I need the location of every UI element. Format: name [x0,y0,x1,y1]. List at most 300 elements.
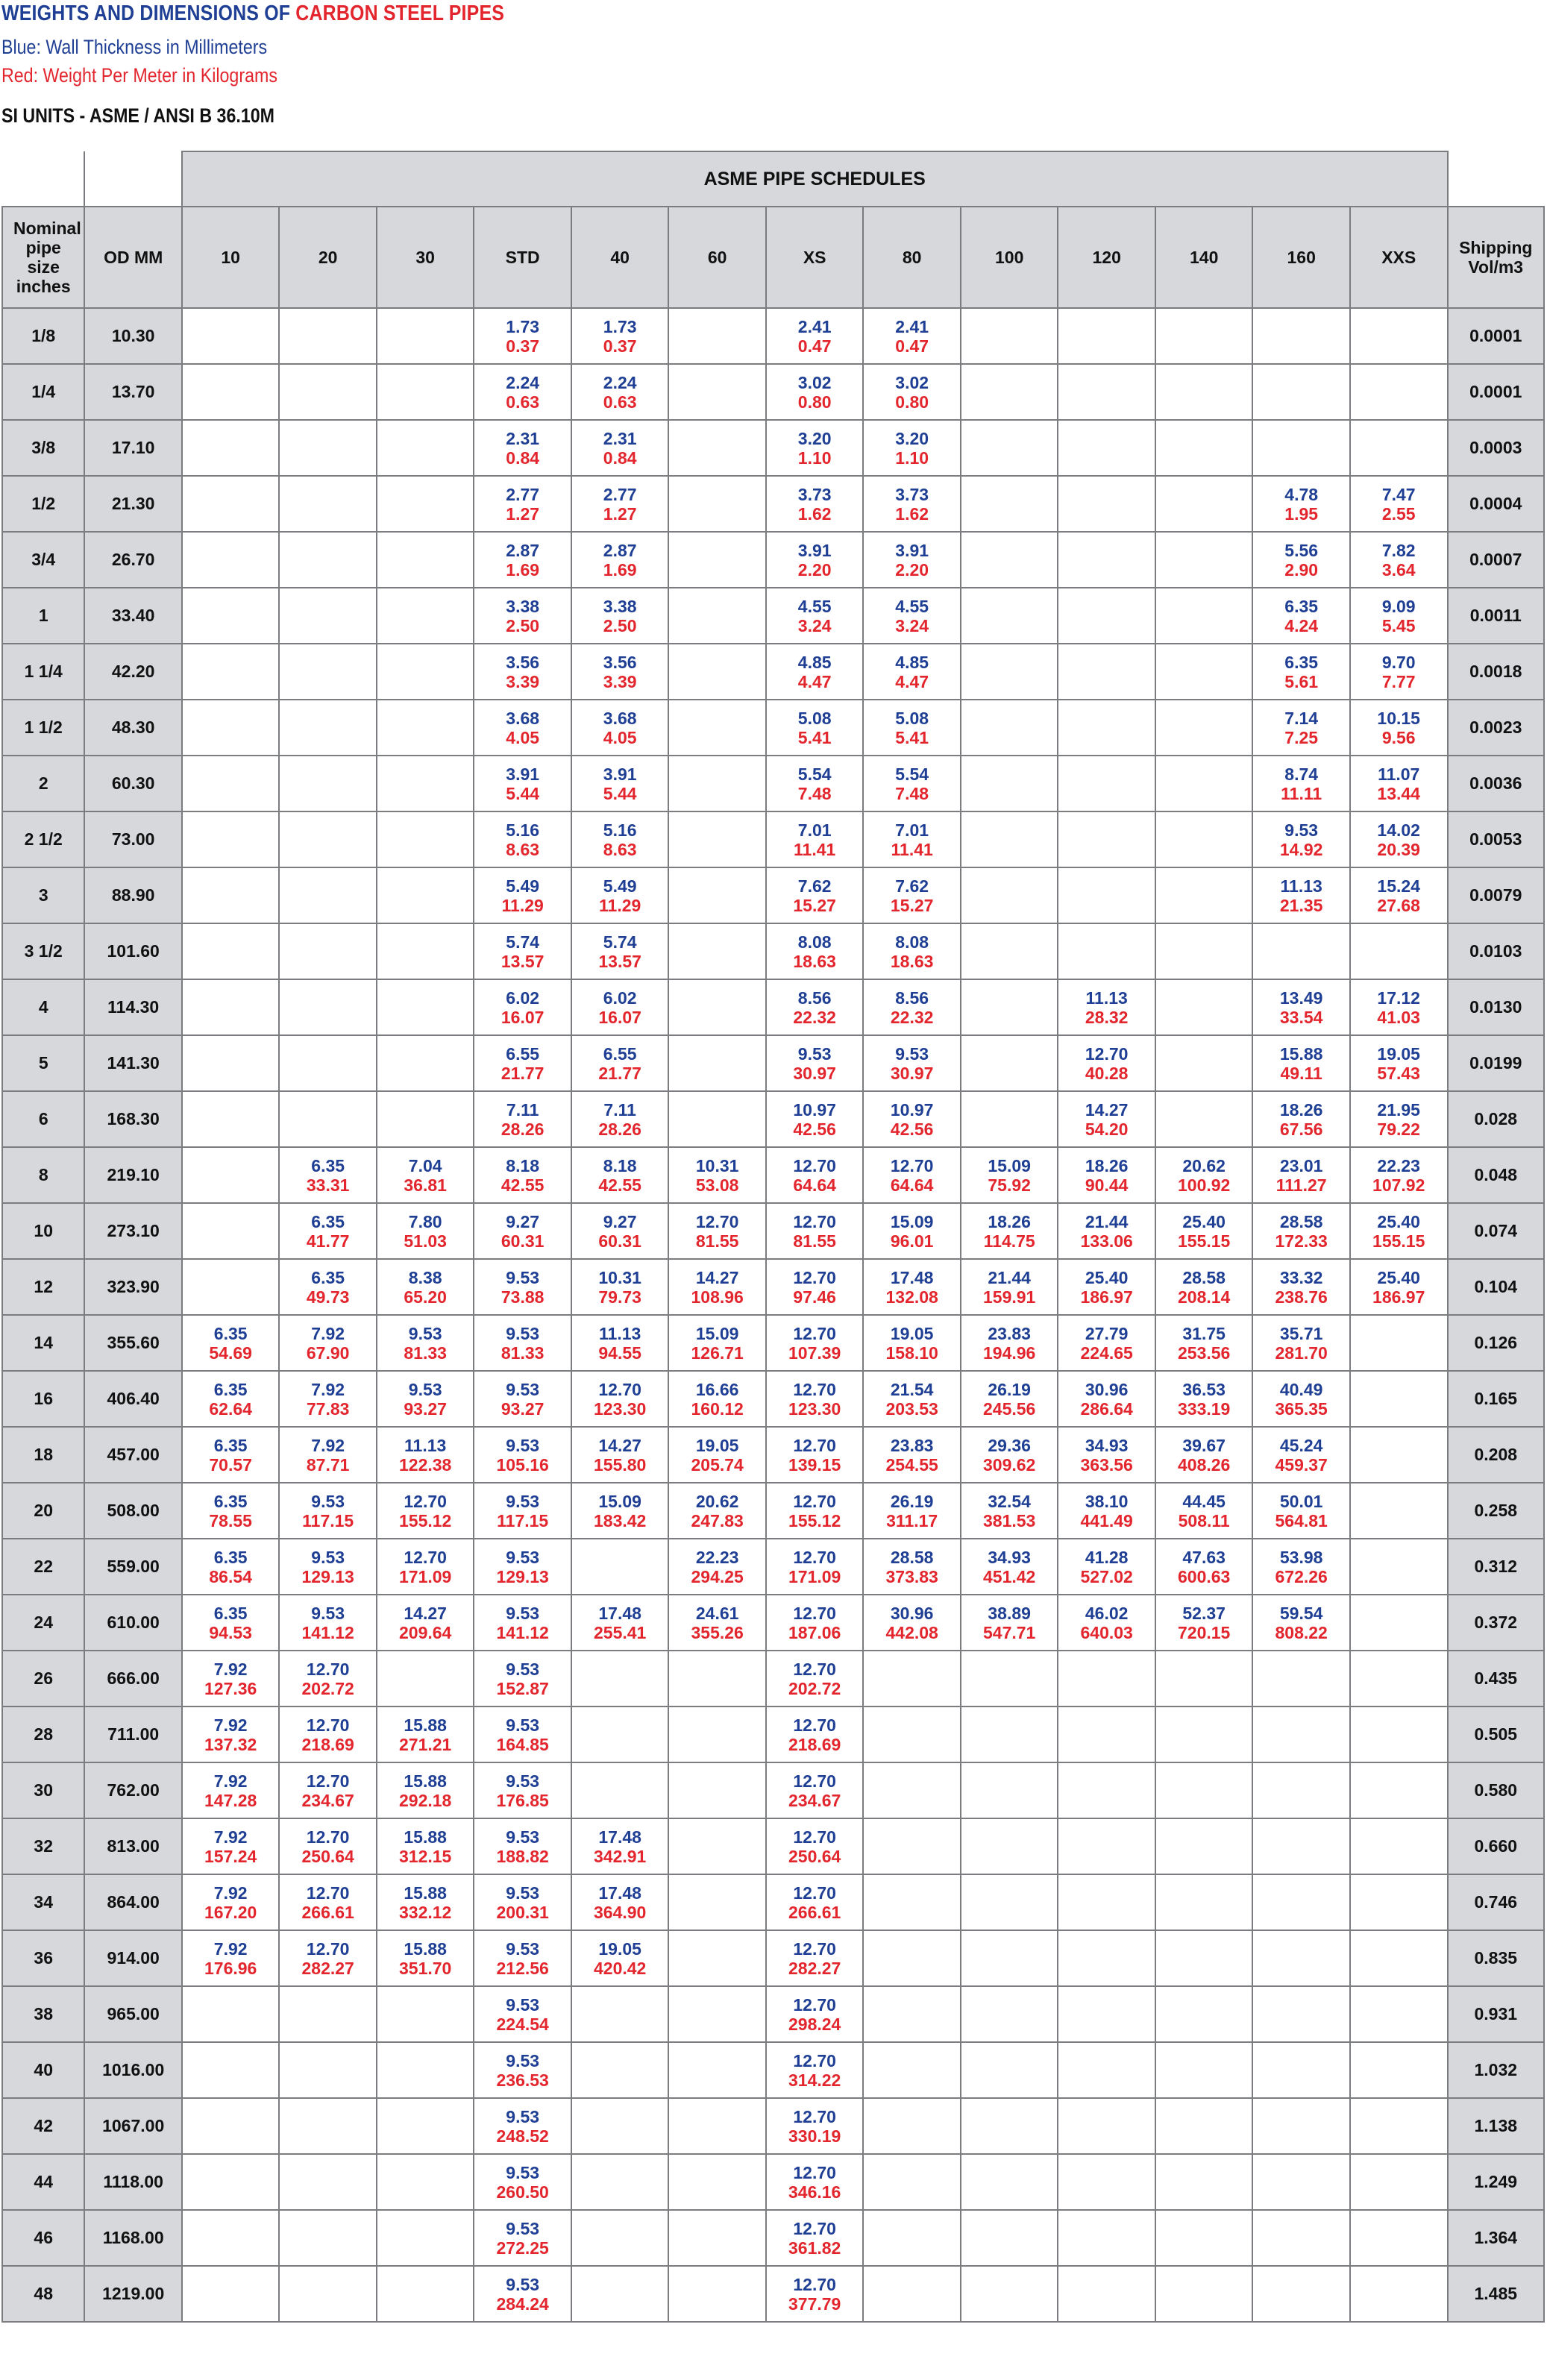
schedule-cell [1155,2154,1253,2210]
shipping-volume-cell: 0.048 [1448,1147,1545,1203]
weight-per-meter-value: 250.64 [301,1846,354,1866]
schedule-cell [961,1259,1058,1315]
wall-thickness-value: 12.70 [793,1323,836,1343]
weight-per-meter-value: 64.64 [793,1175,836,1195]
schedule-cell [1058,1091,1155,1147]
wall-thickness-value: 15.88 [404,1827,447,1847]
wall-thickness-value: 6.02 [603,988,637,1008]
weight-per-meter-value: 155.80 [593,1454,647,1475]
schedule-cell [766,2042,864,2098]
schedule-cell [1058,1762,1155,1818]
table-row [2,588,1544,644]
wall-thickness-value: 34.93 [1085,1435,1129,1455]
schedule-cell [1058,2154,1155,2210]
wall-thickness-value: 19.05 [890,1323,934,1343]
wall-thickness-value: 7.92 [311,1435,345,1455]
schedule-cell [1058,2266,1155,2322]
schedule-cell [766,420,864,476]
wall-thickness-value: 7.11 [506,1099,539,1120]
table-row [2,867,1544,923]
schedule-cell [1058,1427,1155,1483]
weight-per-meter-value: 4.47 [797,671,832,691]
weight-per-meter-value: 346.16 [788,2182,841,2202]
schedule-cell [1350,923,1448,979]
schedule-cell [182,1818,280,1874]
schedule-cell [1155,2210,1253,2266]
wall-thickness-value: 12.70 [695,1211,739,1231]
schedule-cell [766,364,864,420]
wall-thickness-value: 7.92 [311,1379,345,1399]
wall-thickness-value: 5.49 [506,876,540,896]
weight-per-meter-value: 0.47 [895,336,929,356]
schedule-cell [766,1035,864,1091]
weight-per-meter-value: 60.31 [501,1231,545,1251]
wall-thickness-value: 14.27 [695,1267,739,1287]
schedule-cell [766,2210,864,2266]
wall-thickness-value: 9.27 [603,1211,637,1231]
weight-per-meter-value: 266.61 [301,1902,354,1922]
wall-thickness-value: 25.40 [1182,1211,1226,1231]
weight-per-meter-value: 2.55 [1381,503,1416,524]
page-title [1,1,504,26]
shipping-volume-cell: 1.485 [1448,2266,1545,2322]
schedule-cell [863,1259,961,1315]
schedule-cell [668,756,766,811]
weight-per-meter-value: 36.81 [404,1175,447,1195]
schedule-cell [474,1259,571,1315]
shipping-volume-cell: 0.258 [1448,1483,1545,1539]
schedule-cell [571,420,669,476]
weight-per-meter-value: 49.11 [1280,1063,1322,1083]
weight-per-meter-value: 282.27 [788,1958,841,1978]
wall-thickness-value: 3.02 [895,372,929,392]
weight-per-meter-value: 2.50 [603,615,637,635]
od-cell: 1168.00 [84,2210,182,2266]
weight-per-meter-value: 22.32 [793,1007,836,1027]
schedule-cell [279,1539,377,1595]
schedule-cell [182,756,280,811]
schedule-cell [571,308,669,364]
schedule-cell [571,1986,669,2042]
schedule-cell [961,1035,1058,1091]
schedule-cell [1058,420,1155,476]
schedule-cell [279,1986,377,2042]
nominal-size-cell: 12 [2,1259,84,1315]
schedule-cell [863,1986,961,2042]
schedule-cell [1350,756,1448,811]
weight-per-meter-value: 108.96 [691,1287,744,1307]
wall-thickness-value: 9.53 [506,1435,540,1455]
schedule-cell [474,476,571,532]
schedule-cell [668,1595,766,1651]
schedule-cell [668,1203,766,1259]
schedule-cell [571,1315,669,1371]
od-cell: 1118.00 [84,2154,182,2210]
shipping-volume-cell: 0.931 [1448,1986,1545,2042]
wall-thickness-value: 12.70 [306,1659,350,1679]
weight-per-meter-value: 75.92 [988,1175,1031,1195]
weight-per-meter-value: 78.55 [209,1510,252,1530]
schedule-cell [377,644,474,700]
schedule-cell [474,1483,571,1539]
wall-thickness-value: 40.49 [1279,1379,1323,1399]
schedule-cell [279,532,377,588]
wall-thickness-value: 36.53 [1182,1379,1226,1399]
schedule-cell [668,811,766,867]
schedule-cell [961,1539,1058,1595]
od-cell: 48.30 [84,700,182,756]
weight-per-meter-value: 377.79 [788,2293,841,2314]
schedule-cell [766,1203,864,1259]
wall-thickness-value: 8.56 [797,988,832,1008]
schedule-cell [182,2098,280,2154]
schedule-cell [474,2266,571,2322]
title-blue-part: WEIGHTS AND DIMENSIONS OF [1,1,296,25]
weight-per-meter-value: 250.64 [788,1846,841,1866]
weight-per-meter-value: 132.08 [885,1287,938,1307]
schedule-cell [279,1818,377,1874]
wall-thickness-value: 3.68 [603,708,637,728]
schedule-cell [1058,1706,1155,1762]
wall-thickness-value: 4.55 [895,596,929,616]
weight-per-meter-value: 333.19 [1177,1398,1231,1419]
wall-thickness-value: 6.35 [213,1379,248,1399]
schedule-cell [279,1147,377,1203]
nominal-size-cell: 8 [2,1147,84,1203]
weight-per-meter-value: 0.37 [603,336,637,356]
wall-thickness-value: 2.77 [506,484,540,504]
schedule-cell [377,1035,474,1091]
schedule-cell [961,1651,1058,1706]
table-row [2,1818,1544,1874]
schedule-cell [668,700,766,756]
weight-per-meter-value: 129.13 [496,1566,549,1586]
weight-per-meter-value: 564.81 [1275,1510,1328,1530]
weight-per-meter-value: 11.11 [1281,783,1322,803]
wall-thickness-value: 21.44 [1085,1211,1129,1231]
wall-thickness-value: 7.01 [895,820,929,840]
shipping-volume-cell: 0.126 [1448,1315,1545,1371]
wall-thickness-value: 30.96 [890,1603,934,1623]
weight-per-meter-value: 4.05 [603,727,637,747]
nominal-size-cell: 1/8 [2,308,84,364]
od-cell: 101.60 [84,923,182,979]
schedule-cell [571,811,669,867]
schedule-cell [668,1539,766,1595]
schedule-cell [961,1483,1058,1539]
schedule-cell [1350,1595,1448,1651]
schedule-cell [766,1762,864,1818]
wall-thickness-value: 15.88 [404,1771,447,1791]
schedule-cell [1350,364,1448,420]
schedule-cell [1252,2042,1350,2098]
schedule-cell [571,1371,669,1427]
weight-per-meter-value: 202.72 [788,1678,841,1698]
shipping-volume-cell: 0.165 [1448,1371,1545,1427]
wall-thickness-value: 14.27 [1085,1099,1129,1120]
nominal-size-cell: 1/2 [2,476,84,532]
schedule-cell [1350,1539,1448,1595]
schedule-cell [279,1930,377,1986]
weight-per-meter-value: 2.20 [797,559,832,580]
schedule-cell [766,308,864,364]
band-corner [2,151,84,207]
weight-per-meter-value: 42.56 [890,1119,934,1139]
weight-per-meter-value: 451.42 [982,1566,1036,1586]
schedule-cell [863,476,961,532]
schedule-cell [182,1091,280,1147]
wall-thickness-value: 3.56 [506,652,540,672]
weight-per-meter-value: 49.73 [306,1287,350,1307]
schedule-cell [863,811,961,867]
nominal-size-cell: 32 [2,1818,84,1874]
wall-thickness-value: 2.41 [895,316,929,336]
schedule-cell [571,2098,669,2154]
wall-thickness-value: 1.73 [603,316,637,336]
schedule-cell [1058,1874,1155,1930]
weight-per-meter-value: 30.97 [793,1063,836,1083]
weight-per-meter-value: 720.15 [1177,1622,1231,1642]
schedule-cell [377,476,474,532]
schedule-cell [1350,811,1448,867]
table-row [2,1315,1544,1371]
schedule-cell [474,1091,571,1147]
schedule-cell [1058,1930,1155,1986]
weight-per-meter-value: 51.03 [404,1231,447,1251]
weight-per-meter-value: 158.10 [885,1343,938,1363]
schedule-cell [279,867,377,923]
schedule-cell [474,1762,571,1818]
weight-per-meter-value: 81.33 [404,1343,447,1363]
schedule-cell [182,2154,280,2210]
weight-per-meter-value: 365.35 [1275,1398,1328,1419]
wall-thickness-value: 4.78 [1284,484,1319,504]
schedule-cell [571,1259,669,1315]
schedule-cell [279,923,377,979]
schedule-cell [279,700,377,756]
weight-per-meter-value: 527.02 [1080,1566,1133,1586]
od-cell: 813.00 [84,1818,182,1874]
weight-per-meter-value: 94.53 [209,1622,252,1642]
wall-thickness-value: 15.88 [1279,1043,1323,1064]
schedule-cell [1058,364,1155,420]
weight-per-meter-value: 90.44 [1085,1175,1129,1195]
nominal-size-cell: 1 [2,588,84,644]
od-cell: 711.00 [84,1706,182,1762]
weight-per-meter-value: 254.55 [885,1454,938,1475]
weight-per-meter-value: 137.32 [204,1734,257,1754]
shipping-volume-cell: 0.505 [1448,1706,1545,1762]
schedule-cell [1350,1371,1448,1427]
weight-per-meter-value: 60.31 [598,1231,641,1251]
schedule-cell [571,1706,669,1762]
schedule-cell [961,979,1058,1035]
schedule-cell [377,308,474,364]
wall-thickness-value: 22.23 [1377,1155,1420,1175]
nominal-size-cell: 30 [2,1762,84,1818]
wall-thickness-value: 3.91 [603,764,637,784]
wall-thickness-value: 26.19 [988,1379,1031,1399]
schedule-cell [766,532,864,588]
schedule-cell [961,308,1058,364]
wall-thickness-value: 23.01 [1279,1155,1323,1175]
schedule-cell [1058,700,1155,756]
schedule-cell [571,2210,669,2266]
wall-thickness-value: 10.31 [598,1267,641,1287]
wall-thickness-value: 2.41 [797,316,832,336]
schedule-cell [474,1930,571,1986]
schedule-cell [279,756,377,811]
schedule-cell [182,1203,280,1259]
table-row [2,1203,1544,1259]
shipping-volume-cell: 0.372 [1448,1595,1545,1651]
weight-per-meter-value: 253.56 [1177,1343,1231,1363]
schedule-cell [668,588,766,644]
od-cell: 965.00 [84,1986,182,2042]
wall-thickness-value: 9.53 [506,2050,540,2070]
schedule-cell [1252,1203,1350,1259]
shipping-volume-cell: 0.0003 [1448,420,1545,476]
wall-thickness-value: 12.70 [793,1603,836,1623]
wall-thickness-value: 3.73 [895,484,929,504]
schedule-cell [474,1874,571,1930]
schedule-cell [863,364,961,420]
weight-per-meter-value: 67.56 [1279,1119,1323,1139]
shipping-volume-cell: 0.0004 [1448,476,1545,532]
schedule-cell [1350,1986,1448,2042]
weight-per-meter-value: 1.27 [506,503,540,524]
schedule-cell [1155,1371,1253,1427]
weight-per-meter-value: 171.09 [398,1566,452,1586]
schedule-cell [571,644,669,700]
schedule-header: 40 [571,207,669,308]
schedule-cell [1350,1427,1448,1483]
weight-per-meter-value: 147.28 [204,1790,257,1810]
nominal-size-cell: 42 [2,2098,84,2154]
schedule-cell [766,1930,864,1986]
wall-thickness-value: 9.53 [506,1659,540,1679]
weight-per-meter-value: 176.85 [496,1790,549,1810]
schedule-cell [1058,1259,1155,1315]
schedule-cell [1252,1986,1350,2042]
schedule-cell [863,2266,961,2322]
weight-per-meter-value: 5.44 [506,783,540,803]
wall-thickness-value: 24.61 [695,1603,739,1623]
schedule-cell [1252,364,1350,420]
od-cell: 273.10 [84,1203,182,1259]
schedule-cell [377,1371,474,1427]
schedule-cell [668,979,766,1035]
wall-thickness-value: 41.28 [1085,1547,1129,1567]
wall-thickness-value: 7.92 [213,1827,248,1847]
schedule-cell [279,644,377,700]
schedule-cell [1252,1762,1350,1818]
shipping-volume-cell: 0.660 [1448,1818,1545,1874]
schedule-cell [863,1091,961,1147]
weight-per-meter-value: 0.84 [506,448,540,468]
shipping-volume-cell: 0.028 [1448,1091,1545,1147]
schedule-cell [863,867,961,923]
schedule-cell [668,1315,766,1371]
shipping-volume-cell: 1.364 [1448,2210,1545,2266]
schedule-cell [1058,867,1155,923]
weight-per-meter-value: 21.77 [501,1063,545,1083]
weight-per-meter-value: 16.07 [598,1007,641,1027]
schedule-cell [1058,756,1155,811]
weight-per-meter-value: 1.10 [895,448,929,468]
weight-per-meter-value: 13.44 [1377,783,1420,803]
od-cell: 42.20 [84,644,182,700]
table-row [2,1147,1544,1203]
schedule-cell [182,2042,280,2098]
weight-per-meter-value: 218.69 [788,1734,841,1754]
schedule-cell [474,867,571,923]
schedule-cell [1350,979,1448,1035]
table-row [2,1091,1544,1147]
weight-per-meter-value: 54.69 [209,1343,252,1363]
wall-thickness-value: 16.66 [695,1379,739,1399]
schedule-cell [766,1539,864,1595]
weight-per-meter-value: 27.68 [1377,895,1420,915]
wall-thickness-value: 8.08 [895,932,929,952]
schedule-cell [182,1427,280,1483]
schedule-header: 100 [961,207,1058,308]
wall-thickness-value: 7.92 [213,1883,248,1903]
schedule-cell [571,2266,669,2322]
od-cell: 13.70 [84,364,182,420]
weight-per-meter-value: 186.97 [1372,1287,1425,1307]
schedule-cell [182,1930,280,1986]
shipping-volume-cell: 0.0001 [1448,364,1545,420]
schedule-cell [1058,2042,1155,2098]
wall-thickness-value: 12.70 [793,1827,836,1847]
od-cell: 323.90 [84,1259,182,1315]
wall-thickness-value: 9.53 [311,1491,345,1511]
schedule-cell [377,1595,474,1651]
schedule-cell [182,644,280,700]
schedule-cell [668,1427,766,1483]
schedule-cell [961,700,1058,756]
od-cell: 88.90 [84,867,182,923]
weight-per-meter-value: 459.37 [1275,1454,1328,1475]
weight-per-meter-value: 11.29 [599,895,641,915]
wall-thickness-value: 9.70 [1381,652,1416,672]
wall-thickness-value: 20.62 [1182,1155,1226,1175]
schedule-cell [571,1147,669,1203]
weight-per-meter-value: 224.65 [1080,1343,1133,1363]
schedule-cell [1252,1930,1350,1986]
schedule-cell [863,1539,961,1595]
schedule-cell [1155,1315,1253,1371]
weight-per-meter-value: 1.27 [603,503,637,524]
schedule-cell [474,756,571,811]
wall-thickness-value: 7.92 [213,1938,248,1959]
schedule-cell [766,1315,864,1371]
schedule-cell [279,1762,377,1818]
wall-thickness-value: 34.93 [988,1547,1031,1567]
schedule-cell [668,2042,766,2098]
schedule-cell [668,867,766,923]
weight-per-meter-value: 86.54 [209,1566,252,1586]
schedule-cell [474,1427,571,1483]
schedule-cell [377,588,474,644]
schedule-cell [863,532,961,588]
schedule-cell [1058,2098,1155,2154]
nominal-size-cell: 1 1/4 [2,644,84,700]
wall-thickness-value: 2.77 [603,484,637,504]
schedule-cell [571,2154,669,2210]
schedule-cell [766,1818,864,1874]
